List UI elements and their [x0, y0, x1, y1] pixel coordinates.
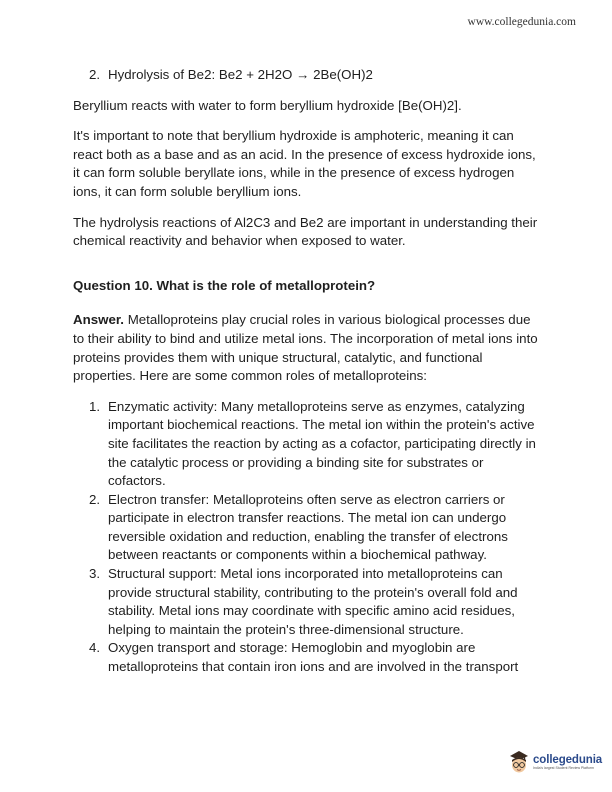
- list-item-text: Structural support: Metal ions incorporated into metalloproteins can provide structural stability, contributing to the protein's overall fold and stability. Metal ions may coordinate with specific amino acid residues, helping to maintain the protein's three-dimensional structure.: [108, 566, 518, 637]
- list-number: 3.: [89, 566, 101, 582]
- answer-text: Metalloproteins play crucial roles in various biological processes due to their ability to bind and utilize metal ions. The incorporation of metal ions into proteins provides them with unique structural, catalytic, and functional properties. Here are some common roles of metalloproteins:: [73, 312, 538, 384]
- document-body: [73, 66, 543, 677]
- paragraph-beryllium-reaction: Beryllium reacts with water to form beryllium hydroxide [Be(OH)2].: [73, 97, 462, 113]
- list-item: [73, 491, 543, 565]
- roles-list: [73, 398, 543, 677]
- list-item-text: Oxygen transport and storage: Hemoglobin and myoglobin are metalloproteins that contain iron ions and are involved in the transport: [108, 640, 519, 675]
- logo-name: collegedunia: [533, 753, 603, 766]
- logo-tagline: India's largest Student Review Platform: [533, 765, 594, 770]
- list-number: 2.: [89, 67, 101, 82]
- paragraph-amphoteric: It's important to note that beryllium hydroxide is amphoteric, meaning it can react both as a base and as an acid. In the presence of excess hydroxide ions, it can form soluble beryllate ions, while in the presence of excess hydrogen ions, it can form soluble beryllium ions.: [73, 128, 536, 199]
- collegedunia-logo[interactable]: [508, 750, 602, 774]
- student-mascot-icon: [508, 750, 530, 774]
- answer-paragraph: [73, 311, 543, 385]
- list-item-text: Enzymatic activity: Many metalloproteins serve as enzymes, catalyzing important biochemical reactions. The metal ion within the protein's active site facilitates the reaction by acting as a cofactor, participating directly in the catalytic process or providing a binding site for substrates or cofactors.: [108, 398, 536, 489]
- paragraph-hydrolysis-summary: The hydrolysis reactions of Al2C3 and Be2 are important in understanding their chemical reactivity and behavior when exposed to water.: [73, 214, 538, 249]
- answer-label: Answer.: [73, 312, 124, 328]
- header-url[interactable]: www.collegedunia.com: [467, 16, 576, 28]
- hydrolysis-list: [73, 66, 543, 85]
- list-item-text: Electron transfer: Metalloproteins often serve as electron carriers or participate in electron transfer reactions. The metal ion can undergo reversible oxidation and reduction, enabling the transfer of electrons between reactants or components within a biochemical pathway.: [108, 491, 508, 563]
- list-item: [73, 66, 543, 85]
- list-item: [73, 639, 543, 676]
- list-item-text: Hydrolysis of Be2: Be2 + 2H2O → 2Be(OH)2: [108, 67, 373, 82]
- question-heading: Question 10. What is the role of metalloprotein?: [73, 277, 376, 293]
- list-number: 2.: [89, 491, 101, 507]
- list-number: 4.: [89, 640, 101, 656]
- list-item: [73, 398, 543, 491]
- list-item: [73, 565, 543, 639]
- list-number: 1.: [89, 398, 101, 414]
